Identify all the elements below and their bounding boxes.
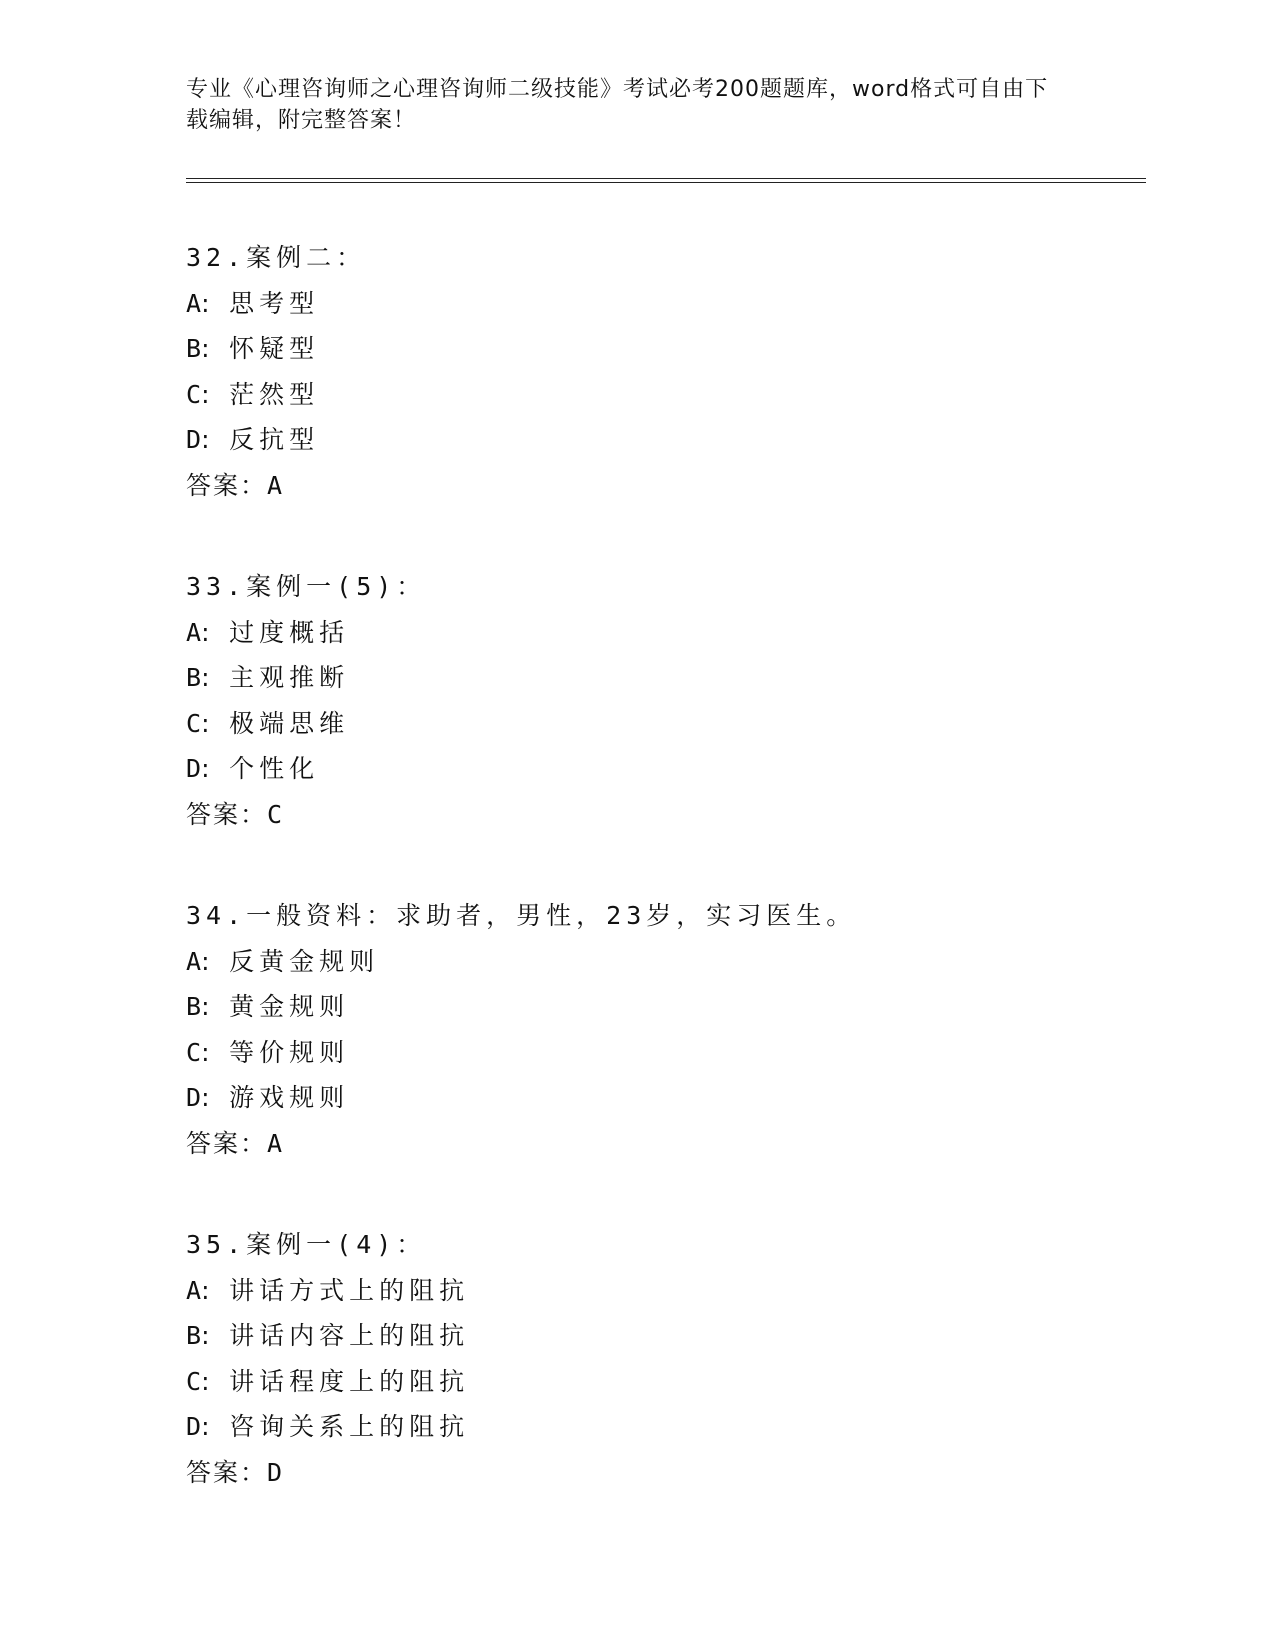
- option-c: [186, 701, 1146, 747]
- option-text: 讲话方式上的阻抗: [229, 1275, 470, 1305]
- option-separator: :: [201, 288, 210, 318]
- option-text: 过度概括: [229, 617, 350, 647]
- option-separator: :: [201, 1366, 210, 1396]
- option-separator: :: [201, 1037, 210, 1067]
- option-a: [186, 281, 1146, 327]
- option-letter: D: [186, 425, 202, 454]
- question-stem: [186, 893, 1146, 939]
- question-number: 35.: [186, 1230, 247, 1259]
- option-text: 游戏规则: [229, 1083, 350, 1112]
- option-text: 茫然型: [229, 379, 320, 409]
- option-d: [186, 1075, 1146, 1121]
- option-separator: :: [201, 617, 210, 647]
- answer-label: 答案：: [186, 1457, 268, 1487]
- option-c: [186, 1030, 1146, 1076]
- option-text: 咨询关系上的阻抗: [229, 1412, 470, 1441]
- question-32: [186, 235, 1146, 508]
- answer-label: 答案：: [186, 470, 268, 500]
- header-divider-bottom: [186, 182, 1146, 183]
- question-33: [186, 564, 1146, 837]
- option-separator: :: [201, 708, 210, 738]
- option-separator: :: [201, 1275, 210, 1305]
- answer-line: [186, 463, 1146, 509]
- option-letter: B: [186, 334, 202, 363]
- question-stem: [186, 564, 1146, 610]
- option-text: 怀疑型: [229, 334, 320, 363]
- option-text: 黄金规则: [229, 992, 350, 1021]
- option-separator: :: [201, 334, 210, 363]
- option-text: 个性化: [229, 754, 320, 783]
- answer-line: [186, 1121, 1146, 1167]
- option-text: 思考型: [229, 288, 320, 318]
- answer-value: A: [267, 1128, 285, 1158]
- option-b: [186, 1313, 1146, 1359]
- answer-value: D: [267, 1457, 285, 1487]
- option-c: [186, 1359, 1146, 1405]
- question-text: 案例二：: [246, 243, 367, 272]
- option-separator: :: [201, 425, 210, 454]
- answer-label: 答案：: [186, 799, 268, 829]
- question-number: 33.: [186, 572, 247, 601]
- header-divider-top: [186, 178, 1146, 179]
- answer-line: [186, 792, 1146, 838]
- option-letter: D: [186, 1083, 202, 1112]
- question-number: 32.: [186, 243, 247, 272]
- option-letter: D: [186, 754, 202, 783]
- option-letter: C: [186, 708, 202, 738]
- option-letter: A: [186, 288, 202, 318]
- option-letter: B: [186, 663, 202, 692]
- option-separator: :: [201, 1412, 210, 1441]
- option-text: 极端思维: [229, 708, 350, 738]
- option-d: [186, 417, 1146, 463]
- question-number: 34.: [186, 901, 247, 930]
- question-text: 案例一(4)：: [246, 1230, 427, 1259]
- option-letter: C: [186, 379, 202, 409]
- option-d: [186, 746, 1146, 792]
- option-letter: C: [186, 1037, 202, 1067]
- option-separator: :: [201, 992, 210, 1021]
- answer-line: [186, 1450, 1146, 1496]
- option-separator: :: [201, 1321, 210, 1350]
- option-a: [186, 939, 1146, 985]
- option-text: 讲话程度上的阻抗: [229, 1366, 470, 1396]
- option-text: 反黄金规则: [229, 946, 380, 976]
- question-35: [186, 1222, 1146, 1495]
- option-text: 讲话内容上的阻抗: [229, 1321, 470, 1350]
- question-text: 一般资料：求助者，男性，23岁，实习医生。: [246, 901, 857, 930]
- document-header-text: 专业《心理咨询师之心理咨询师二级技能》考试必考200题题库，word格式可自由下载编辑，附完整答案！: [186, 77, 1049, 133]
- option-text: 主观推断: [229, 663, 350, 692]
- option-b: [186, 326, 1146, 372]
- option-separator: :: [201, 379, 210, 409]
- option-letter: B: [186, 1321, 202, 1350]
- option-letter: C: [186, 1366, 202, 1396]
- option-separator: :: [201, 754, 210, 783]
- question-stem: [186, 235, 1146, 281]
- question-stem: [186, 1222, 1146, 1268]
- answer-value: A: [267, 470, 285, 500]
- option-letter: A: [186, 617, 202, 647]
- answer-value: C: [267, 799, 285, 829]
- option-text: 等价规则: [229, 1037, 350, 1067]
- option-d: [186, 1404, 1146, 1450]
- option-letter: A: [186, 946, 202, 976]
- option-a: [186, 610, 1146, 656]
- option-letter: A: [186, 1275, 202, 1305]
- option-letter: B: [186, 992, 202, 1021]
- option-b: [186, 984, 1146, 1030]
- option-a: [186, 1268, 1146, 1314]
- option-separator: :: [201, 946, 210, 976]
- option-separator: :: [201, 1083, 210, 1112]
- question-34: [186, 893, 1146, 1166]
- answer-label: 答案：: [186, 1128, 268, 1158]
- option-letter: D: [186, 1412, 202, 1441]
- option-b: [186, 655, 1146, 701]
- option-c: [186, 372, 1146, 418]
- option-text: 反抗型: [229, 425, 320, 454]
- question-text: 案例一(5)：: [246, 572, 427, 601]
- question-list: [186, 235, 1146, 1551]
- option-separator: :: [201, 663, 210, 692]
